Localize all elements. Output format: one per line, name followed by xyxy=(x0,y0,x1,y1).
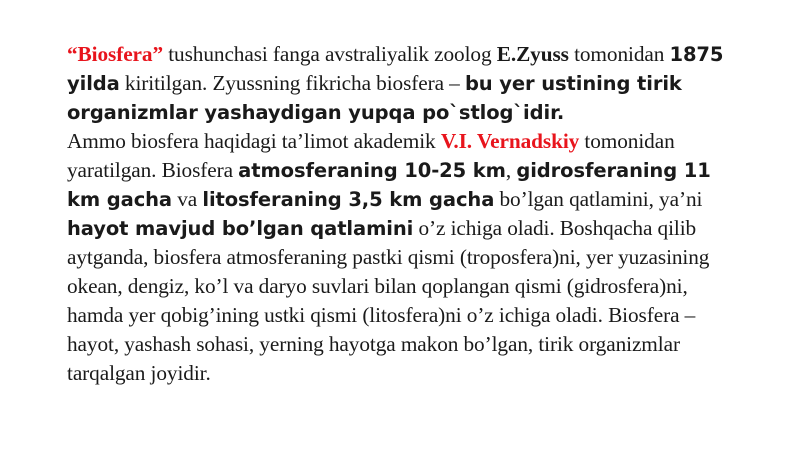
definition-highlight: bu yer ustining tirik organizmlar yashaydigan yupqa po`stlog`idir. xyxy=(67,72,682,124)
paragraph-zyuss-definition xyxy=(67,40,737,127)
text-segment: tomonidan xyxy=(568,42,670,66)
text-segment: Ammo biosfera haqidagi ta’limot akademik xyxy=(67,129,441,153)
text-segment: , xyxy=(505,158,517,182)
year-highlight: 1875 yilda xyxy=(67,43,724,95)
hydrosphere-range: gidrosferaning 11 km gacha xyxy=(67,159,711,211)
text-block xyxy=(67,40,737,388)
paragraph-vernadskiy xyxy=(67,127,737,388)
life-layer-highlight: hayot mavjud bo’lgan qatlamini xyxy=(67,217,414,240)
text-segment: bo’lgan qatlamini, ya’ni xyxy=(494,187,703,211)
text-segment: tushunchasi fanga avstraliyalik zoolog xyxy=(163,42,497,66)
lithosphere-range: litosferaning 3,5 km gacha xyxy=(202,188,495,211)
atmosphere-range: atmosferaning 10-25 km xyxy=(238,159,506,182)
text-segment: va xyxy=(172,187,203,211)
text-segment: o’z ichiga oladi. Boshqacha qilib aytganda, biosfera atmosferaning pastki qismi (troposfera)ni, yer yuzasining okean, dengiz, ko’l va daryo suvlari bilan qoplangan qismi (gidrosfera)ni, hamda yer qobig’ining ustki qismi (litosfera)ni o’z ichiga oladi. Biosfera – hayot, yashash sohasi, yerning hayotga makon bo’lgan, tirik organizmlar tarqalgan joyidir. xyxy=(67,216,710,385)
author-name: E.Zyuss xyxy=(496,42,569,66)
term-biosfera: “Biosfera” xyxy=(67,42,164,66)
text-segment: kiritilgan. Zyussning fikricha biosfera – xyxy=(119,71,465,95)
text-segment: tomonidan yaratilgan. Biosfera xyxy=(67,129,675,182)
academic-name: V.I. Vernadskiy xyxy=(440,129,580,153)
